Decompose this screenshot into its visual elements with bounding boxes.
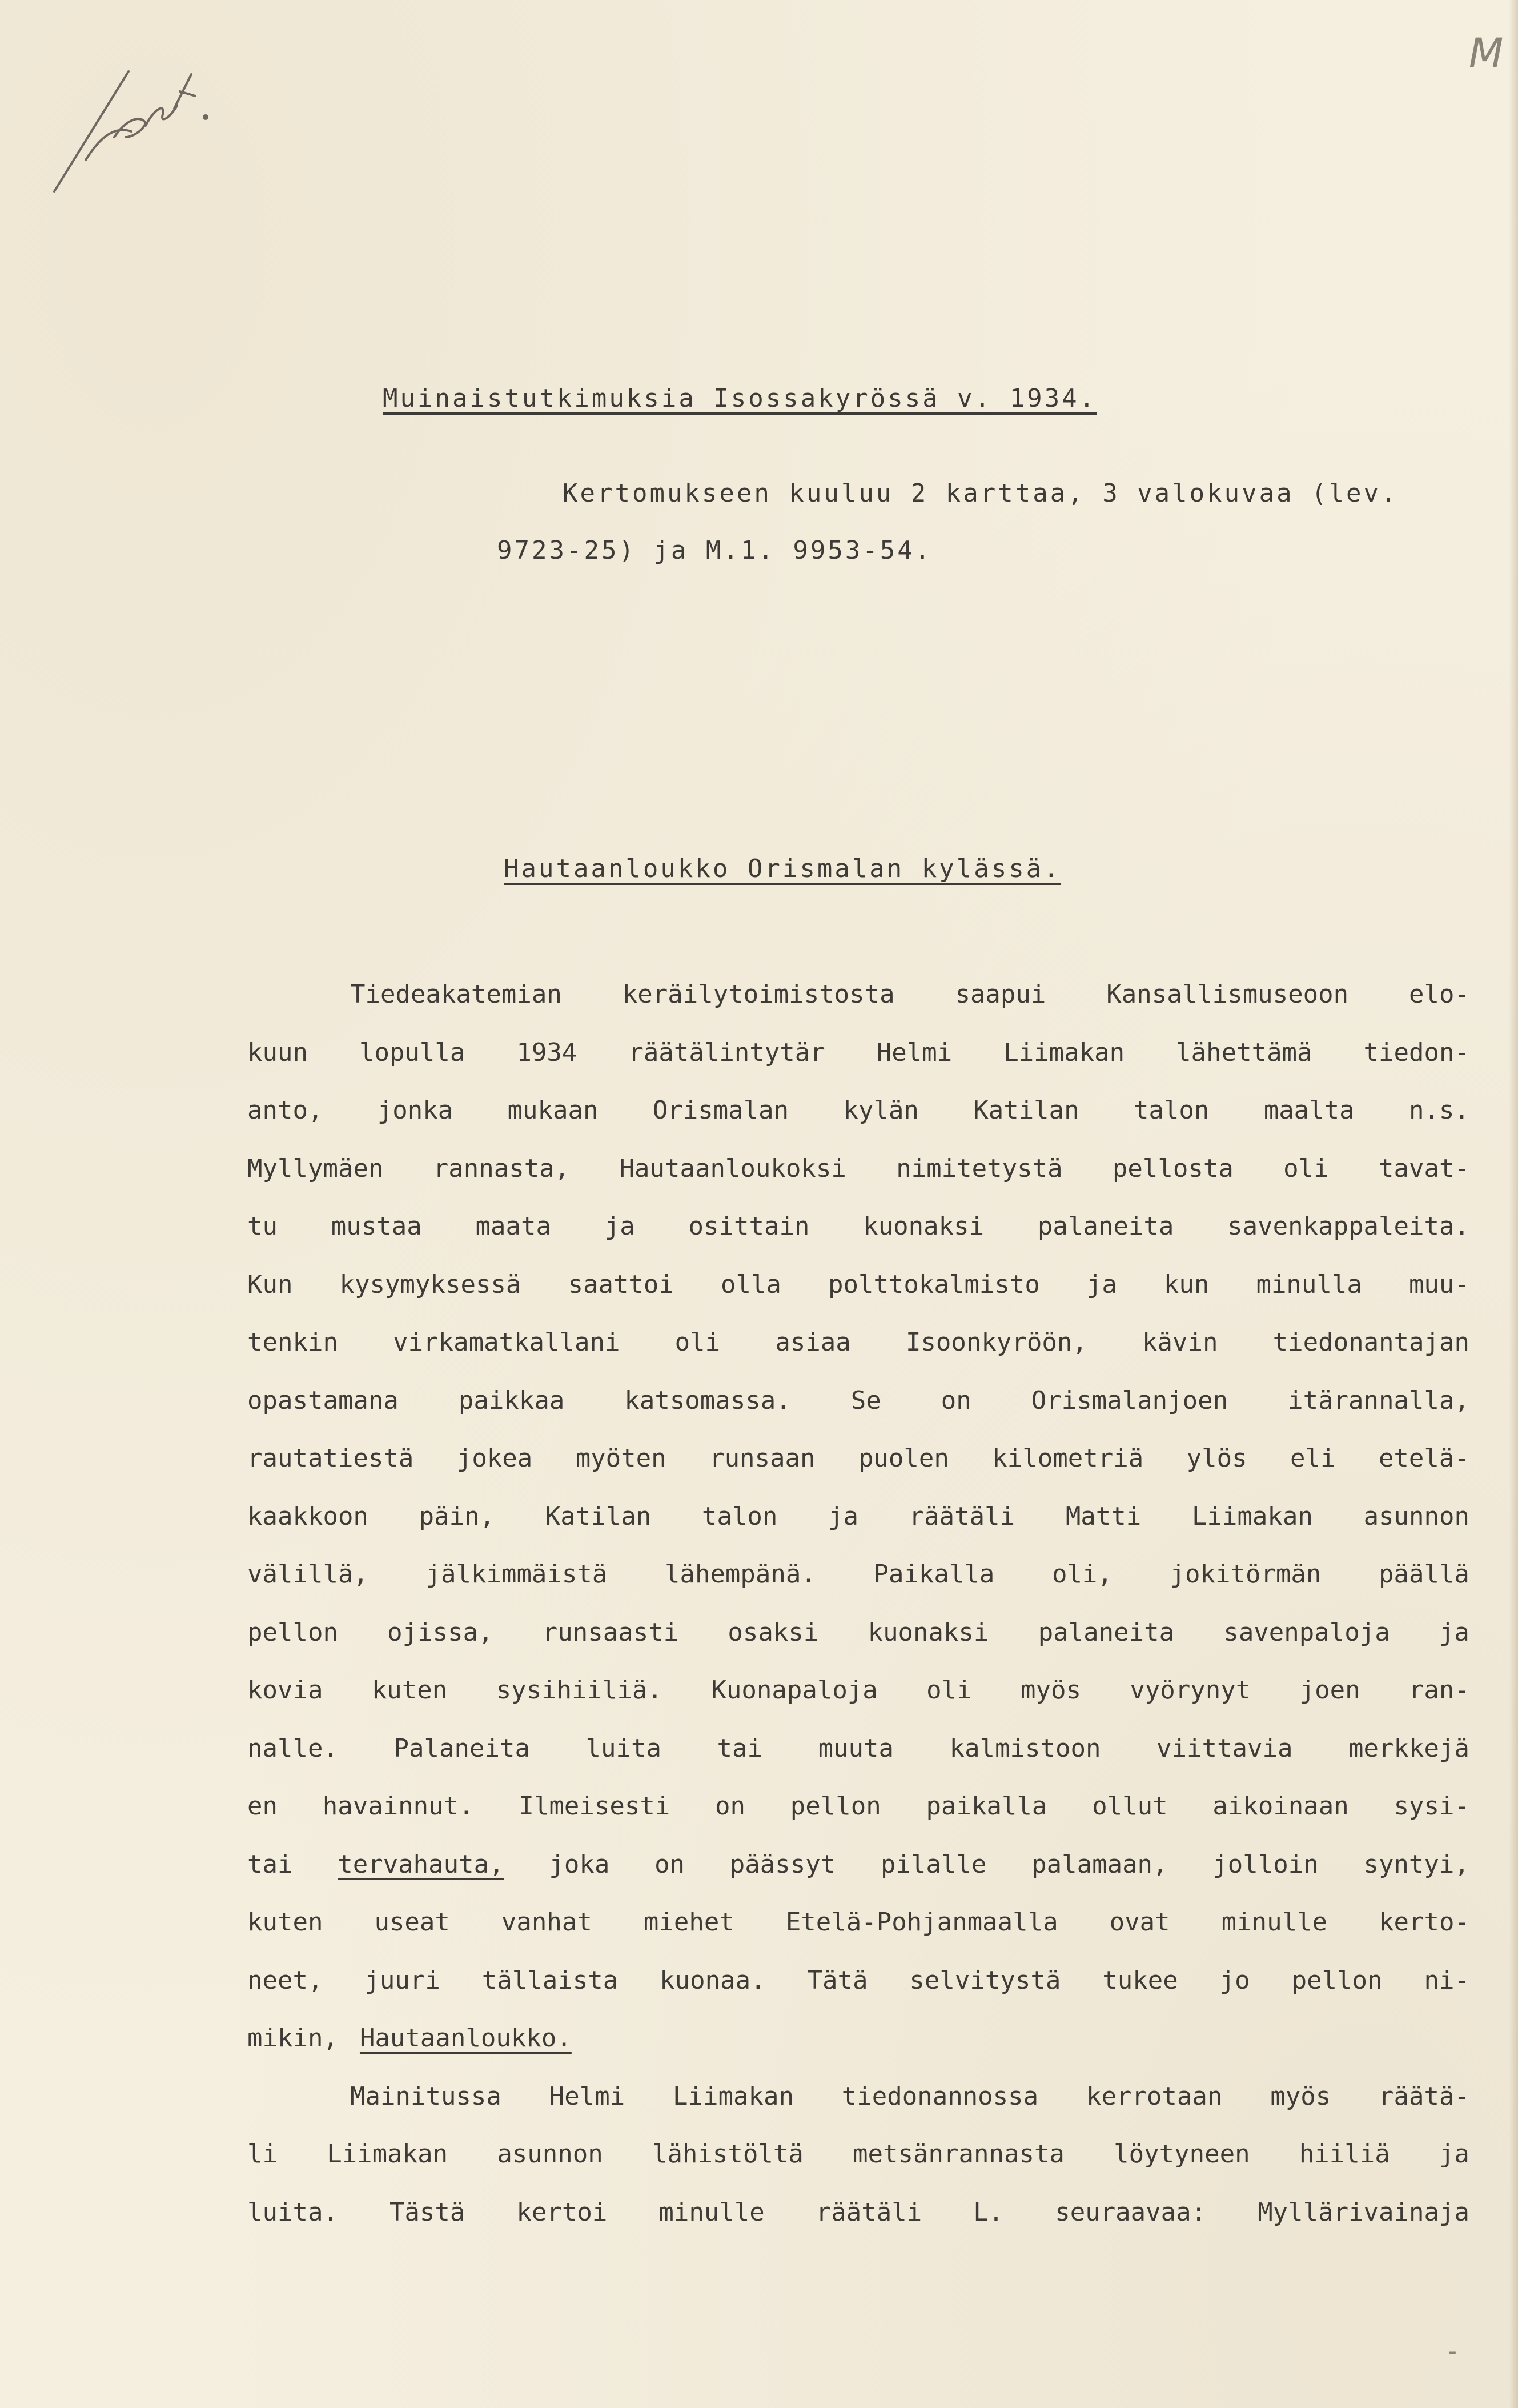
text-line: anto, jonka mukaan Orismalan kylän Katilan talon maalta n.s. [247,1096,1469,1125]
text-line: en havainnut. Ilmeisesti on pellon paikalla ollut aikoinaan sysi- [247,1792,1469,1821]
text-line: kuten useat vanhat miehet Etelä-Pohjanmaalla ovat minulle kerto- [247,1908,1469,1937]
pencil-scribble-icon [46,51,211,200]
text-line: kaakkoon päin, Katilan talon ja räätäli Matti Liimakan asunnon [247,1501,1469,1531]
text-line: kovia kuten sysihiiliä. Kuonapaloja oli myös vyörynyt joen ran- [247,1676,1469,1705]
section-title: Hautaanloukko Orismalan kylässä. [504,854,1061,883]
text-line: tai tervahauta, joka on päässyt pilalle palamaan, jolloin syntyi, [247,1849,1469,1879]
text-line: mikin, Hautaanloukko. [247,2024,572,2053]
text-line: tenkin virkamatkallani oli asiaa Isoonkyröön, kävin tiedonantajan [247,1328,1469,1357]
bottom-pencil-mark: - [1445,2337,1460,2366]
text-line: tu mustaa maata ja osittain kuonaksi palaneita savenkappaleita. [247,1212,1469,1241]
text-line: li Liimakan asunnon lähistöltä metsänrannasta löytyneen hiiliä ja [247,2139,1469,2169]
attachments-line-1: Kertomukseen kuuluu 2 karttaa, 3 valokuvaa (lev. [563,479,1399,508]
text-line: kuun lopulla 1934 räätälintytär Helmi Liimakan lähettämä tiedon- [247,1037,1469,1067]
text-line: pellon ojissa, runsaasti osaksi kuonaksi palaneita savenpaloja ja [247,1617,1469,1647]
text-line: neet, juuri tällaista kuonaa. Tätä selvitystä tukee jo pellon ni- [247,1965,1469,1995]
text-line: luita. Tästä kertoi minulle räätäli L. seuraavaa: Myllärivainaja [247,2197,1469,2227]
text-line: Mainitussa Helmi Liimakan tiedonannossa kerrotaan myös räätä- [350,2081,1469,2111]
page-edge-shadow [1509,0,1518,2408]
text-line: välillä, jälkimmäistä lähempänä. Paikalla oli, jokitörmän päällä [247,1560,1469,1589]
attachments-line-2: 9723-25) ja M.1. 9953-54. [497,536,933,565]
document-title: Muinaistutkimuksia Isossakyrössä v. 1934. [383,384,1097,413]
text-line: nalle. Palaneita luita tai muuta kalmistoon viittavia merkkejä [247,1733,1469,1763]
text-line: rautatiestä jokea myöten runsaan puolen kilometriä ylös eli etelä- [247,1444,1469,1473]
body-text [247,965,1469,2241]
page-number-mark: M [1469,30,1504,77]
text-line: opastamana paikkaa katsomassa. Se on Orismalanjoen itärannalla, [247,1385,1469,1415]
text-line: Tiedeakatemian keräilytoimistosta saapui Kansallismuseoon elo- [350,980,1469,1009]
text-line: Kun kysymyksessä saattoi olla polttokalmisto ja kun minulla muu- [247,1269,1469,1299]
text-line: Myllymäen rannasta, Hautaanloukoksi nimitetystä pellosta oli tavat- [247,1153,1469,1183]
